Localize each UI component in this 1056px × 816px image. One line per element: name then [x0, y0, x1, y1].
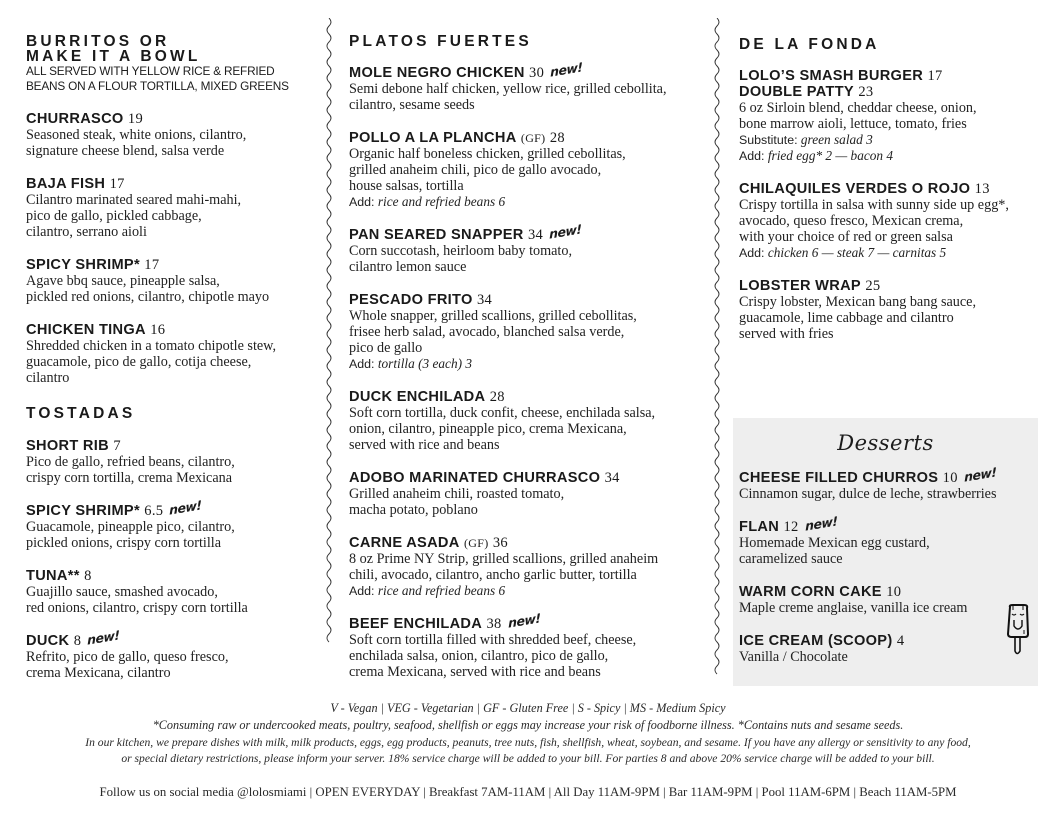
addon-label: Add:: [349, 584, 375, 598]
item-description: grilled anaheim chili, pico de gallo avocado,: [349, 162, 602, 178]
item-name: CHICKEN TINGA: [26, 322, 146, 338]
dietary-legend: V - Vegan | VEG - Vegetarian | GF - Gluten Free | S - Spicy | MS - Medium Spicy: [330, 701, 726, 715]
item-description: Shredded chicken in a tomato chipotle stew,: [26, 338, 277, 354]
item-price: 25: [865, 278, 881, 294]
item-name: CARNE ASADA: [349, 535, 460, 551]
item-name: CHURRASCO: [26, 111, 124, 127]
item-price: 36: [492, 535, 508, 551]
item-name: BAJA FISH: [26, 176, 106, 192]
item-description: chili, avocado, cilantro, ancho garlic butter, tortilla: [349, 567, 637, 583]
addon-label: Add:: [739, 149, 765, 163]
allergy-notice: In our kitchen, we prepare dishes with milk, milk products, eggs, egg products, peanuts, tree nuts, fish, shellfish, wheat, soybean, and sesame. If you have any allergy or sensitivity to any food,: [85, 736, 971, 749]
item-description: Corn succotash, heirloom baby tomato,: [349, 243, 573, 259]
addon-value: fried egg* 2 — bacon 4: [767, 148, 894, 163]
item-substitute: [739, 132, 1039, 148]
desserts-list: [739, 464, 1034, 665]
item-description: Guajillo sauce, smashed avocado,: [26, 584, 218, 600]
item-description: Agave bbq sauce, pineapple salsa,: [26, 273, 220, 289]
item-description: Organic half boneless chicken, grilled cebollitas,: [349, 146, 626, 162]
item-name: PAN SEARED SNAPPER: [349, 227, 524, 243]
platos-column: [349, 0, 714, 680]
item-description: cilantro, sesame seeds: [349, 97, 475, 113]
item-name: LOLO’S SMASH BURGER: [739, 68, 924, 84]
wavy-divider: [712, 18, 722, 682]
menu-item: [739, 278, 1039, 342]
addon-value: rice and refried beans 6: [377, 583, 506, 598]
item-description: pickled onions, crispy corn tortilla: [26, 535, 222, 551]
item-price: 17: [109, 176, 125, 192]
menu-item: [739, 513, 1034, 567]
item-description: macha potato, poblano: [349, 502, 478, 518]
item-description: Whole snapper, grilled scallions, grilled cebollitas,: [349, 308, 637, 324]
item-price: 10: [886, 584, 902, 600]
addon-label: Add:: [349, 195, 375, 209]
menu-item: [26, 627, 326, 681]
section-title: PLATOS FUERTES: [349, 33, 532, 50]
item-price: 8: [84, 568, 92, 584]
item-description: 6 oz Sirloin blend, cheddar cheese, onion,: [739, 100, 977, 116]
item-description: Crispy tortilla in salsa with sunny side up egg*,: [739, 197, 1009, 213]
item-name: FLAN: [739, 519, 780, 535]
new-badge: new!: [804, 513, 838, 534]
item-name: POLLO A LA PLANCHA: [349, 130, 517, 146]
menu-item: [739, 584, 1034, 616]
burritos-section: [26, 34, 326, 94]
gf-tag: (GF): [520, 131, 546, 145]
item-description: crispy corn tortilla, crema Mexicana: [26, 470, 233, 486]
item-name: CHEESE FILLED CHURROS: [739, 470, 939, 486]
item-description: Soft corn tortilla filled with shredded beef, cheese,: [349, 632, 637, 648]
menu-item: [26, 257, 326, 305]
item-name: PESCADO FRITO: [349, 292, 473, 308]
item-addon: [349, 194, 714, 210]
item-description: Cinnamon sugar, dulce de leche, strawberries: [739, 486, 997, 502]
item-price: 23: [858, 84, 874, 100]
consumption-warning: *Consuming raw or undercooked meats, poultry, seafood, shellfish or eggs may increase your risk of foodborne illness. *Contains nuts and sesame seeds.: [152, 718, 904, 732]
item-addon: [739, 245, 1039, 261]
item-description: Pico de gallo, refried beans, cilantro,: [26, 454, 235, 470]
item-price: 4: [896, 633, 905, 649]
item-description: cilantro: [26, 370, 70, 386]
item-name: MOLE NEGRO CHICKEN: [349, 65, 525, 81]
item-price: 34: [477, 292, 493, 308]
item-description: onion, cilantro, pineapple pico, crema Mexicana,: [349, 421, 627, 437]
item-price: 34: [604, 470, 620, 486]
item-name: CHILAQUILES VERDES O ROJO: [739, 181, 971, 197]
gf-tag: (GF): [463, 536, 489, 550]
menu-item: [349, 610, 714, 680]
item-description: Maple creme anglaise, vanilla ice cream: [739, 600, 968, 616]
item-price: 10: [942, 470, 958, 486]
menu-item: [26, 438, 326, 486]
item-description: with your choice of red or green salsa: [739, 229, 953, 245]
section-subtitle: BEANS ON A FLOUR TORTILLA, MIXED GREENS: [26, 79, 289, 93]
item-description: 8 oz Prime NY Strip, grilled scallions, grilled anaheim: [349, 551, 659, 567]
new-badge: new!: [507, 610, 541, 631]
wavy-divider: [324, 18, 334, 682]
item-price: 13: [974, 181, 990, 197]
item-addon: [739, 148, 1039, 164]
menu-item: [739, 633, 1034, 665]
menu-item: [349, 59, 714, 113]
service-charge-notice: or special dietary restrictions, please inform your server. 18% service charge will be added to your bill. For parties 8 and above 20% service charge will be added to your bill.: [121, 752, 935, 765]
item-price: 28: [489, 389, 505, 405]
item-description: served with rice and beans: [349, 437, 500, 453]
item-name: SPICY SHRIMP*: [26, 257, 140, 273]
item-description: cilantro lemon sauce: [349, 259, 467, 275]
item-description: Grilled anaheim chili, roasted tomato,: [349, 486, 565, 502]
item-description: Soft corn tortilla, duck confit, cheese, enchilada salsa,: [349, 405, 656, 421]
item-name: BEEF ENCHILADA: [349, 616, 483, 632]
item-description: served with fries: [739, 326, 834, 342]
menu-item: [739, 181, 1039, 261]
item-price: 17: [144, 257, 160, 273]
addon-value: tortilla (3 each) 3: [377, 356, 472, 371]
new-badge: new!: [169, 497, 202, 518]
menu-item: [349, 221, 714, 275]
item-description: pickled red onions, cilantro, chipotle mayo: [26, 289, 270, 305]
item-description: crema Mexicana, cilantro: [26, 665, 171, 681]
item-description: Guacamole, pineapple pico, cilantro,: [26, 519, 235, 535]
item-name: ADOBO MARINATED CHURRASCO: [349, 470, 601, 486]
menu-item: [26, 176, 326, 240]
item-description: cilantro, serrano aioli: [26, 224, 147, 240]
addon-value: rice and refried beans 6: [377, 194, 506, 209]
item-variant-name: DOUBLE PATTY: [739, 84, 854, 100]
item-price: 30: [529, 65, 545, 81]
item-price: 8: [73, 633, 82, 649]
new-badge: new!: [87, 627, 120, 648]
item-description: Crispy lobster, Mexican bang bang sauce,: [739, 294, 977, 310]
item-price: 12: [783, 519, 799, 535]
item-description: pico de gallo: [349, 340, 423, 356]
item-description: guacamole, pico de gallo, cotija cheese,: [26, 354, 252, 370]
item-name: DUCK: [26, 633, 70, 649]
item-addon: [349, 583, 714, 599]
addon-label: Add:: [739, 246, 765, 260]
menu-item: [349, 130, 714, 210]
addon-value: chicken 6 — steak 7 — carnitas 5: [767, 245, 947, 260]
item-addon: [349, 356, 714, 372]
menu-item: [26, 322, 326, 386]
desserts-panel: [733, 418, 1038, 686]
item-price: 34: [527, 227, 544, 243]
item-description: crema Mexicana, served with rice and beans: [349, 664, 601, 680]
item-description: Cilantro marinated seared mahi-mahi,: [26, 192, 242, 208]
item-description: Refrito, pico de gallo, queso fresco,: [26, 649, 229, 665]
menu-item: [26, 111, 326, 159]
item-description: Homemade Mexican egg custard,: [739, 535, 930, 551]
item-description: Semi debone half chicken, yellow rice, grilled cebollita,: [349, 81, 667, 97]
item-name: SHORT RIB: [26, 438, 109, 454]
item-description: red onions, cilantro, crispy corn tortilla: [26, 600, 248, 616]
item-description: guacamole, lime cabbage and cilantro: [739, 310, 954, 326]
addon-label: Add:: [349, 357, 375, 371]
menu-item: [349, 535, 714, 599]
item-price: 19: [127, 111, 144, 127]
menu-item: [739, 464, 1034, 502]
item-name: ICE CREAM (SCOOP): [739, 633, 893, 649]
burritos-column: [26, 0, 326, 681]
item-price: 16: [150, 322, 166, 338]
new-badge: new!: [963, 464, 997, 485]
item-price: 17: [927, 68, 943, 84]
item-description: avocado, queso fresco, Mexican crema,: [739, 213, 964, 229]
item-description: signature cheese blend, salsa verde: [26, 143, 225, 159]
item-price: 28: [549, 130, 565, 146]
substitute-label: Substitute:: [739, 133, 798, 147]
section-title: TOSTADAS: [26, 405, 136, 422]
menu-item: [26, 568, 326, 616]
item-description: enchilada salsa, onion, cilantro, pico de gallo,: [349, 648, 609, 664]
item-name: DUCK ENCHILADA: [349, 389, 486, 405]
item-name: LOBSTER WRAP: [739, 278, 861, 294]
menu-item: [349, 389, 714, 453]
section-title: DE LA FONDA: [739, 36, 880, 53]
fonda-column: [739, 0, 1039, 342]
desserts-title: Desserts: [837, 431, 934, 455]
item-description: bone marrow aioli, lettuce, tomato, fries: [739, 116, 967, 132]
item-description: Seasoned steak, white onions, cilantro,: [26, 127, 247, 143]
menu-item: [349, 470, 714, 518]
menu-item: [739, 68, 1039, 164]
popsicle-icon: [1004, 604, 1032, 656]
menu-item: [26, 497, 326, 551]
substitute-value: green salad 3: [800, 132, 873, 147]
item-description: pico de gallo, pickled cabbage,: [26, 208, 202, 224]
item-description: house salsas, tortilla: [349, 178, 464, 194]
section-subtitle: ALL SERVED WITH YELLOW RICE & REFRIED: [26, 64, 275, 78]
item-price: 6.5: [144, 503, 164, 519]
section-title: MAKE IT A BOWL: [26, 48, 201, 65]
item-price: 38: [486, 616, 502, 632]
item-name: SPICY SHRIMP*: [26, 503, 140, 519]
item-description: caramelized sauce: [739, 551, 843, 567]
item-description: Vanilla / Chocolate: [739, 649, 848, 665]
section-title: BURRITOS OR: [26, 33, 170, 50]
hours-and-social: Follow us on social media @lolosmiami | OPEN EVERYDAY | Breakfast 7AM-11AM | All Day 11AM-9PM | Bar 11AM-9PM | Pool 11AM-6PM | Beach 11AM-5PM: [99, 785, 957, 799]
item-price: 7: [113, 438, 121, 454]
new-badge: new!: [550, 59, 583, 80]
item-name: TUNA**: [26, 568, 80, 584]
menu-item: [349, 292, 714, 372]
item-description: frisee herb salad, avocado, blanched salsa verde,: [349, 324, 625, 340]
item-name: WARM CORN CAKE: [739, 584, 882, 600]
new-badge: new!: [549, 221, 582, 242]
